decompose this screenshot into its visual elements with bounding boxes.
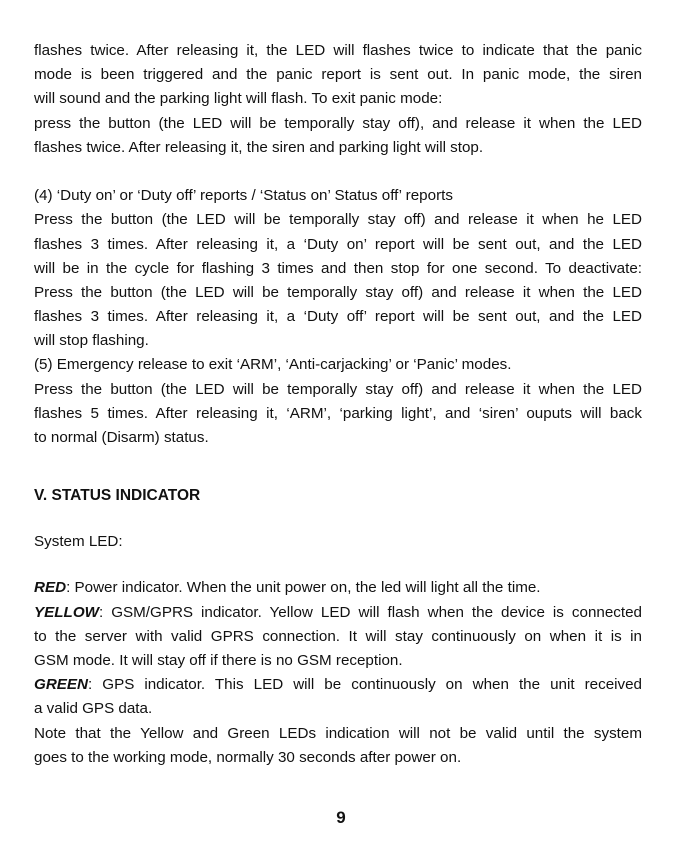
text-line: Press the button (the LED will be temporally stay off) and release it when the LED	[34, 283, 642, 301]
text-line: to the server with valid GPRS connection. It will stay continuously on when it is in	[34, 627, 642, 645]
manual-page	[34, 39, 642, 770]
section-title: (5) Emergency release to exit ‘ARM’, ‘Anti-carjacking’ or ‘Panic’ modes.	[34, 356, 512, 374]
green-led-description	[34, 673, 642, 721]
text-line: flashes twice. After releasing it, the siren and parking light will stop.	[34, 138, 484, 156]
red-led-text: : Power indicator. When the unit power on, the led will light all the time.	[66, 579, 541, 597]
paragraph-gap	[34, 450, 642, 474]
green-led-text: : GPS indicator. This LED will be continuously on when the unit received	[88, 676, 642, 694]
text-line: flashes 3 times. After releasing it, a ‘Duty on’ report will be sent out, and the LED	[34, 235, 642, 253]
section-title: (4) ‘Duty on’ or ‘Duty off’ reports / ‘Status on’ Status off’ reports	[34, 187, 453, 205]
text-line: will stop flashing.	[34, 332, 149, 350]
text-line: Note that the Yellow and Green LEDs indication will not be valid until the system	[34, 724, 642, 742]
text-line: will be in the cycle for flashing 3 times and then stop for one second. To deactivate:	[34, 259, 642, 277]
text-line: a valid GPS data.	[34, 700, 153, 718]
yellow-led-text: : GSM/GPRS indicator. Yellow LED will flash when the device is connected	[98, 603, 642, 621]
system-led-label: System LED:	[34, 533, 123, 551]
paragraph-gap	[34, 160, 642, 184]
text-line: flashes 5 times. After releasing it, ‘ARM’, ‘parking light’, and ‘siren’ ouputs will back	[34, 404, 642, 422]
red-led-description	[34, 576, 642, 600]
text-line	[34, 601, 642, 625]
text-line: flashes twice. After releasing it, the LED will flashes twice to indicate that the panic	[34, 42, 642, 59]
text-line: flashes 3 times. After releasing it, a ‘Duty off’ report will be sent out, and the LED	[34, 308, 642, 326]
text-line: will sound and the parking light will flash. To exit panic mode:	[34, 90, 443, 108]
text-line: press the button (the LED will be temporally stay off), and release it when the LED	[34, 114, 642, 132]
text-line: mode is been triggered and the panic report is sent out. In panic mode, the siren	[34, 66, 642, 84]
red-led-label: RED	[34, 579, 67, 597]
status-indicator-heading: V. STATUS INDICATOR	[34, 487, 201, 505]
emergency-section	[34, 353, 642, 450]
text-line	[34, 673, 642, 697]
text-line	[34, 576, 642, 600]
page-number: 9	[336, 808, 346, 827]
panic-paragraph	[34, 39, 642, 160]
text-line: to normal (Disarm) status.	[34, 429, 209, 446]
text-line: Press the button (the LED will be temporally stay off) and release it when he LED	[34, 211, 642, 229]
text-line: goes to the working mode, normally 30 seconds after power on.	[34, 748, 462, 766]
text-line: GSM mode. It will stay off if there is no GSM reception.	[34, 651, 403, 669]
duty-section	[34, 184, 642, 353]
text-line: Press the button (the LED will be temporally stay off) and release it when the LED	[34, 380, 642, 398]
green-led-label: GREEN	[34, 676, 89, 694]
yellow-led-description	[34, 601, 642, 674]
yellow-led-label: YELLOW	[34, 603, 99, 621]
note-paragraph	[34, 722, 642, 770]
